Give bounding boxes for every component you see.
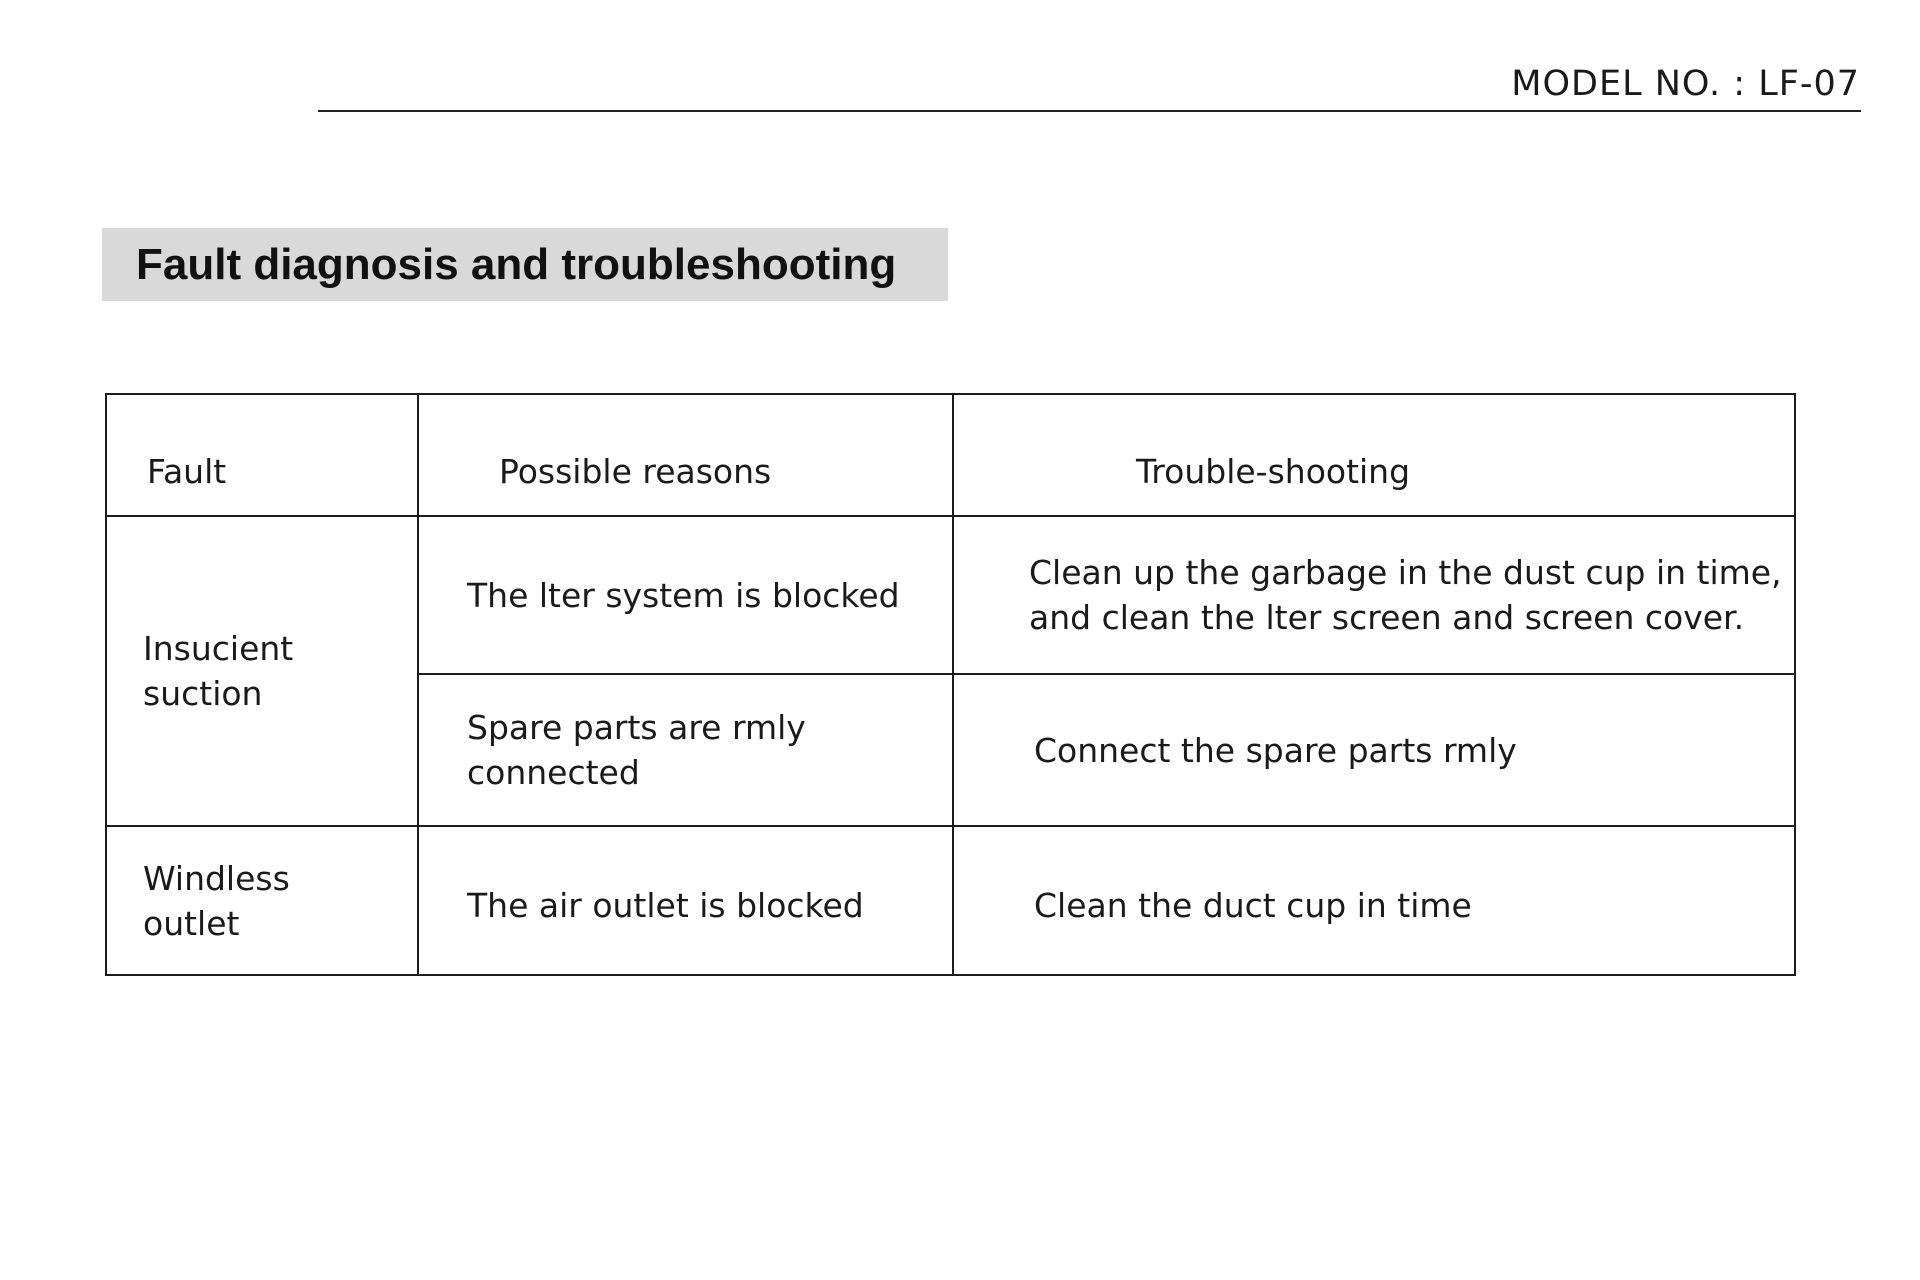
fix-text: Clean up the garbage in the dust cup in time, (1029, 553, 1782, 592)
header-trouble-shooting: Trouble-shooting (953, 394, 1795, 516)
fault-cell-insufficient-suction (106, 516, 418, 826)
reason-cell (418, 826, 953, 975)
section-title-box (102, 228, 948, 301)
fault-text: suction (143, 674, 263, 713)
section-title: Fault diagnosis and troubleshooting (136, 240, 897, 289)
fix-text: and clean the lter screen and screen cover. (1029, 598, 1745, 637)
header-rule (318, 110, 1861, 112)
reason-text: The lter system is blocked (467, 575, 900, 615)
table-row (106, 516, 1795, 674)
header-fault: Fault (106, 394, 418, 516)
table-header-row (106, 394, 1795, 516)
troubleshooting-table (105, 393, 1796, 976)
fix-text: Clean the duct cup in time (1034, 886, 1472, 925)
reason-text: The air outlet is blocked (467, 886, 864, 925)
reason-text: connected (467, 753, 640, 792)
reason-cell (418, 516, 953, 674)
fault-cell-windless-outlet (106, 826, 418, 975)
header-possible-reasons: Possible reasons (418, 394, 953, 516)
fix-cell (953, 674, 1795, 826)
fault-text: Insucient (143, 629, 294, 668)
model-number: MODEL NO. : LF-07 (1511, 64, 1860, 104)
table-row (106, 826, 1795, 975)
fix-cell (953, 516, 1795, 674)
reason-cell (418, 674, 953, 826)
reason-text: Spare parts are rmly (467, 708, 806, 747)
fault-text: Windless (143, 858, 290, 898)
fix-text: Connect the spare parts rmly (1034, 730, 1517, 770)
fault-text: outlet (143, 903, 240, 943)
fix-cell (953, 826, 1795, 975)
